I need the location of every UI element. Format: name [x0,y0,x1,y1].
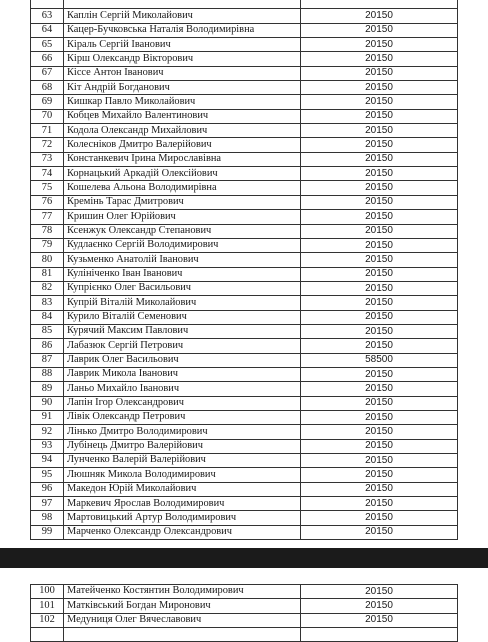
payment-amount: 20150 [301,81,458,95]
payment-amount: 20150 [301,124,458,138]
table-row [31,511,458,525]
row-number: 78 [31,224,64,238]
table-row [31,525,458,539]
full-name: Лубінець Дмитро Валерійович [64,439,301,453]
table-row [31,339,458,353]
full-name [64,0,301,9]
payment-amount: 20150 [301,439,458,453]
row-number: 75 [31,181,64,195]
full-name: Кузьменко Анатолій Іванович [64,253,301,267]
table-row [31,599,458,613]
table-row [31,585,458,599]
full-name: Купрієнко Олег Васильович [64,281,301,295]
payment-amount: 20150 [301,138,458,152]
payment-amount: 20150 [301,281,458,295]
document-page-2 [0,568,488,636]
row-number: 101 [31,599,64,613]
row-number: 63 [31,9,64,23]
row-number: 70 [31,109,64,123]
row-number: 71 [31,124,64,138]
payment-amount: 20150 [301,324,458,338]
table-body [31,585,458,642]
full-name: Курило Віталій Семенович [64,310,301,324]
page-separator [0,548,488,568]
row-number: 84 [31,310,64,324]
row-number: 99 [31,525,64,539]
row-number: 72 [31,138,64,152]
payment-amount: 20150 [301,167,458,181]
table-row [31,353,458,367]
payment-amount: 20150 [301,396,458,410]
table-row [31,138,458,152]
row-number: 80 [31,253,64,267]
row-number: 85 [31,324,64,338]
payment-amount: 20150 [301,511,458,525]
row-number: 98 [31,511,64,525]
payment-amount: 20150 [301,181,458,195]
row-number: 94 [31,454,64,468]
row-number [31,628,64,642]
payment-amount: 20150 [301,613,458,627]
payment-amount: 20150 [301,599,458,613]
payment-amount: 20150 [301,152,458,166]
payment-amount: 20150 [301,525,458,539]
table-row [31,468,458,482]
table-row [31,367,458,381]
full-name: Люшняк Микола Володимирович [64,468,301,482]
row-number: 96 [31,482,64,496]
table-body [31,0,458,540]
payment-amount: 20150 [301,454,458,468]
table-row [31,224,458,238]
payment-amount: 20150 [301,66,458,80]
row-number: 90 [31,396,64,410]
table-row [31,324,458,338]
full-name: Маркевич Ярослав Володимирович [64,497,301,511]
row-number: 82 [31,281,64,295]
table-row [31,482,458,496]
row-number: 68 [31,81,64,95]
table-row [31,210,458,224]
full-name: Колесніков Дмитро Валерійович [64,138,301,152]
payment-amount: 20150 [301,238,458,252]
row-number: 74 [31,167,64,181]
payment-amount: 20150 [301,367,458,381]
table-row [31,238,458,252]
full-name: Лунченко Валерій Валерійович [64,454,301,468]
full-name: Кишкар Павло Миколайович [64,95,301,109]
row-number: 93 [31,439,64,453]
full-name: Кулініченко Іван Іванович [64,267,301,281]
payment-amount: 20150 [301,382,458,396]
table-row [31,396,458,410]
full-name [64,628,301,642]
table-row [31,425,458,439]
payment-amount: 20150 [301,109,458,123]
payment-amount: 20150 [301,267,458,281]
table-row [31,167,458,181]
payment-amount: 20150 [301,497,458,511]
row-number [31,0,64,9]
table-row [31,81,458,95]
row-number: 86 [31,339,64,353]
payment-amount: 20150 [301,38,458,52]
table-row [31,52,458,66]
payment-amount: 20150 [301,410,458,424]
full-name: Констанкевич Ірина Мирославівна [64,152,301,166]
table-row [31,0,458,9]
table-row [31,613,458,627]
table-row [31,124,458,138]
full-name: Лінько Дмитро Володимирович [64,425,301,439]
full-name: Лаврик Микола Іванович [64,367,301,381]
row-number: 79 [31,238,64,252]
table-row [31,497,458,511]
full-name: Лапін Ігор Олександрович [64,396,301,410]
full-name: Ксенжук Олександр Степанович [64,224,301,238]
payment-amount: 20150 [301,296,458,310]
table-row [31,410,458,424]
row-number: 67 [31,66,64,80]
table-row [31,66,458,80]
payment-amount: 20150 [301,468,458,482]
row-number: 102 [31,613,64,627]
table-row [31,454,458,468]
table-row [31,628,458,642]
full-name: Каплін Сергій Миколайович [64,9,301,23]
payment-amount: 20150 [301,52,458,66]
full-name: Медуниця Олег Вячеславович [64,613,301,627]
table-row [31,23,458,37]
row-number: 87 [31,353,64,367]
full-name: Кобцев Михайло Валентинович [64,109,301,123]
full-name: Кіт Андрій Богданович [64,81,301,95]
payment-amount: 20150 [301,95,458,109]
row-number: 88 [31,367,64,381]
full-name: Кацер-Бучковська Наталія Володимирівна [64,23,301,37]
full-name: Купрій Віталій Миколайович [64,296,301,310]
payment-amount: 58500 [301,353,458,367]
table-row [31,95,458,109]
deputies-payment-table [30,0,458,540]
row-number: 91 [31,410,64,424]
full-name: Кришин Олег Юрійович [64,210,301,224]
payment-amount: 20150 [301,224,458,238]
full-name: Кіраль Сергій Іванович [64,38,301,52]
full-name: Курячий Максим Павлович [64,324,301,338]
row-number: 81 [31,267,64,281]
table-row [31,38,458,52]
full-name: Матківський Богдан Миронович [64,599,301,613]
row-number: 69 [31,95,64,109]
full-name: Кіссе Антон Іванович [64,66,301,80]
row-number: 83 [31,296,64,310]
row-number: 76 [31,195,64,209]
payment-amount: 20150 [301,425,458,439]
row-number: 65 [31,38,64,52]
row-number: 95 [31,468,64,482]
table-row [31,181,458,195]
full-name: Кошелева Альона Володимирівна [64,181,301,195]
payment-amount: 20150 [301,339,458,353]
table-row [31,439,458,453]
full-name: Мартовицький Артур Володимирович [64,511,301,525]
row-number: 92 [31,425,64,439]
table-row [31,152,458,166]
row-number: 73 [31,152,64,166]
table-row [31,109,458,123]
row-number: 66 [31,52,64,66]
table-row [31,281,458,295]
full-name: Кудлаєнко Сергій Володимирович [64,238,301,252]
table-row [31,296,458,310]
table-row [31,195,458,209]
row-number: 97 [31,497,64,511]
payment-amount: 20150 [301,210,458,224]
row-number: 64 [31,23,64,37]
table-row [31,9,458,23]
full-name: Лівік Олександр Петрович [64,410,301,424]
full-name: Марченко Олександр Олександрович [64,525,301,539]
full-name: Лаврик Олег Васильович [64,353,301,367]
deputies-payment-table-continued [30,584,458,642]
full-name: Лабазюк Сергій Петрович [64,339,301,353]
payment-amount: 20150 [301,23,458,37]
payment-amount: 20150 [301,253,458,267]
table-row [31,253,458,267]
full-name: Кодола Олександр Михайлович [64,124,301,138]
full-name: Ланьо Михайло Іванович [64,382,301,396]
payment-amount: 20150 [301,482,458,496]
full-name: Кірш Олександр Вікторович [64,52,301,66]
payment-amount: 20150 [301,585,458,599]
row-number: 89 [31,382,64,396]
payment-amount [301,628,458,642]
payment-amount: 20150 [301,195,458,209]
table-row [31,267,458,281]
full-name: Кремінь Тарас Дмитрович [64,195,301,209]
row-number: 77 [31,210,64,224]
payment-amount: 20150 [301,310,458,324]
table-row [31,382,458,396]
row-number: 100 [31,585,64,599]
full-name: Корнацький Аркадій Олексійович [64,167,301,181]
full-name: Македон Юрій Миколайович [64,482,301,496]
table-row [31,310,458,324]
full-name: Матейченко Костянтин Володимирович [64,585,301,599]
payment-amount [301,0,458,9]
payment-amount: 20150 [301,9,458,23]
